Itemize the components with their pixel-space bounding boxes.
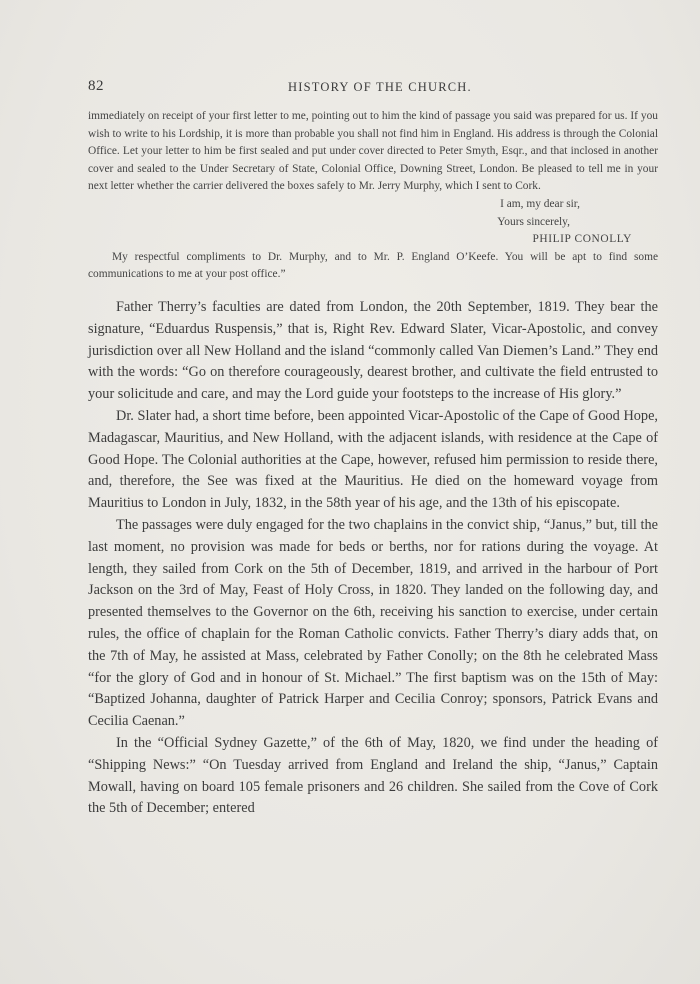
body-text [88,297,658,820]
letter-paragraph: immediately on receipt of your first letter to me, pointing out to him the kind of passage you said was prepared for us. If you wish to write to his Lordship, it is more than probable you shall not find him in England. His address is through the Colonial Office. Let your letter to him be first sealed and put under cover directed to Peter Smyth, Esqr., and that inclosed in another cover and sealed to the Under Secretary of State, Colonial Office, Downing Street, London. Be pleased to tell me in your next letter whether the carrier delivered the boxes safely to Mr. Jerry Murphy, which I sent to Cork. [88,110,658,193]
body-paragraph-gazette: In the “Official Sydney Gazette,” of the 6th of May, 1820, we find under the heading of “Shipping News:” “On Tuesday arrived from England and Ireland the ship, “Janus,” Captain Mowall, having on board 105 female prisoners and 26 children. She sailed from the Cove of Cork the 5th of December; entered [88,734,658,817]
running-title: HISTORY OF THE CHURCH. [288,80,472,94]
letter-closing [88,196,658,249]
body-paragraph-passages: The passages were duly engaged for the two chaplains in the convict ship, “Janus,” but, till the last moment, no provision was made for beds or berths, nor for rations during the voyage. At length, they sailed from Cork on the 5th of December, 1819, and arrived in the harbour of Port Jackson on the 3rd of May, Feast of Holy Cross, in 1820. They landed on the following day, and presented themselves to the Governor on the 6th, receiving his sanction to exercise, under certain rules, the office of chaplain for the Roman Catholic convicts. Father Therry’s diary adds that, on the 7th of May, he assisted at Mass, celebrated by Father Conolly; on the 8th he celebrated Mass “for the glory of God and in honour of St. Michael.” The first baptism was on the 15th of May: “Baptized Johanna, daughter of Patrick Harper and Cecilia Conroy; sponsors, Patrick Evans and Cecilia Caenan.” [88,516,658,730]
page-number: 82 [88,78,104,94]
letter-signature: PHILIP CONOLLY [532,233,632,246]
quoted-letter [88,108,658,284]
body-paragraph-slater: Dr. Slater had, a short time before, been appointed Vicar-Apostolic of the Cape of Good Hope, Madagascar, Mauritius, and New Holland, with the adjacent islands, with residence at the Cape of Good Hope. The Colonial authorities at the Cape, however, refused him permission to reside there, and, therefore, the See was fixed at the Mauritius. He died on the homeward voyage from Mauritius to London in July, 1832, in the 58th year of his age, and the 13th of his episcopate. [88,407,658,512]
letter-postscript: My respectful compliments to Dr. Murphy, and to Mr. P. England O’Keefe. You will be apt to find some communications to me at your post office.” [88,250,658,281]
closing-salutation: I am, my dear sir, [500,197,580,210]
closing-sincerely: Yours sincerely, [497,215,570,228]
body-paragraph-faculties: Father Therry’s faculties are dated from London, the 20th September, 1819. They bear the signature, “Eduardus Ruspensis,” that is, Right Rev. Edward Slater, Vicar-Apostolic, and convey jurisdiction over all New Holland and the island “commonly called Van Diemen’s Land.” They end with the words: “Go on therefore courageously, dearest brother, and cultivate the field entrusted to your solicitude and care, and may the Lord guide your footsteps to the increase of His glory.” [88,299,658,403]
page-header [88,78,660,100]
